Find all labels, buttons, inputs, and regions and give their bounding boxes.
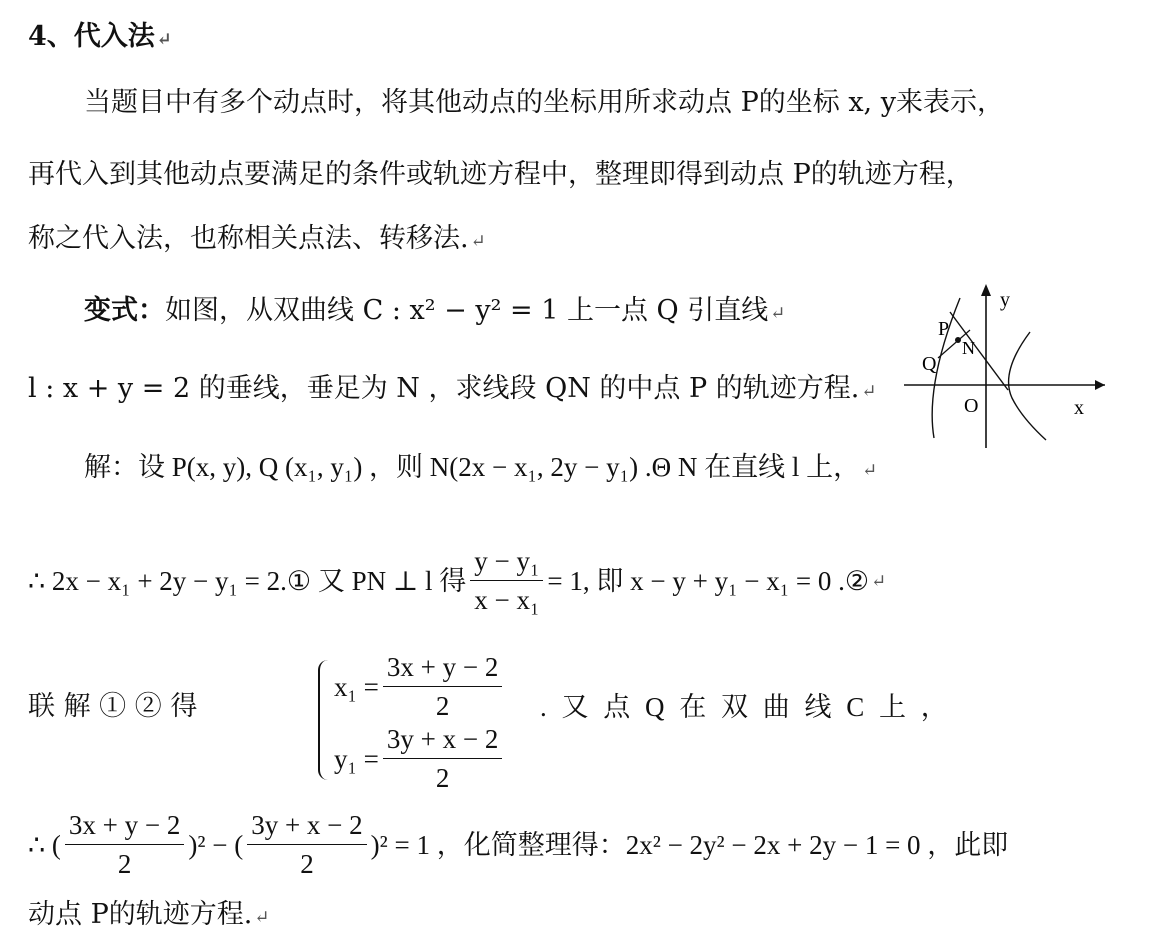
solution-line-1: 解：设 P(x, y), Q (x₁, y₁) ，则 N(2x − x₁, 2y − y₁) .Θ N 在直线 l 上， ↵ [84,452,878,482]
x-axis-arrow [1095,380,1105,390]
y-axis-label: y [1000,289,1010,311]
solution-line-2: ∴ 2x − x₁ + 2y − y₁ = 2.① 又 PN ⊥ l 得 $\frac{\text{y − y₁}}{\text{x − x₁}}$ = 1, 即 x − y + y₁ − x₁ = 0 .② ↵ [28,546,887,615]
x-axis-label: x [1074,397,1084,419]
hyperbola-figure [900,280,1110,450]
system-equation-1: x₁ = $\frac{3x + y - 2}{2}$ [334,650,506,723]
point-p [955,337,961,343]
system-tail: . 又 点 Q 在 双 曲 线 C 上 ， [540,692,948,722]
variant-label: 变式： [84,295,165,326]
origin-label: O [964,395,979,417]
solution-line-4: ∴ ( $\frac{3x + y - 2}{2}$ )² − ( $\frac{3y + x - 2}{2}$ )² = 1 ，化简整理得：2x² − 2y² − 2x + 2y − 1 = 0 ，此即 [28,810,1009,879]
solution-line-5: 动点 P的轨迹方程. ↵ [28,899,270,930]
point-q-label: Q [922,353,937,375]
system-brace [318,660,334,780]
line-l [950,312,1008,390]
point-n-label: N [962,338,975,358]
y-axis-arrow [981,284,991,296]
variant-line-2: l : x + y = 2 的垂线，垂足为 N ，求线段 QN 的中点 P 的轨迹方程. ↵ [28,373,877,404]
slope-fraction: $\frac{\text{y − y₁}}{\text{x − x₁}}$ [470,544,543,617]
variant-line-1: 变式：如图，从双曲线 C : x² − y² = 1 上一点 Q 引直线 ↵ [84,295,786,326]
system-intro: 联 解 ① ② 得 [28,691,198,722]
hyperbola-right-branch [1009,332,1046,440]
section-heading: 4、代入法 ↵ [28,21,172,52]
point-p-label: P [938,318,950,340]
paragraph-line-2: 再代入到其他动点要满足的条件或轨迹方程中，整理即得到动点 P的轨迹方程， [28,159,973,190]
paragraph-line-3: 称之代入法，也称相关点法、转移法. ↵ [28,223,486,254]
system-equation-2: y₁ = $\frac{3y + x - 2}{2}$ [334,722,506,795]
paragraph-line-1: 当题目中有多个动点时，将其他动点的坐标用所求动点 P的坐标 x, y来表示， [84,87,1004,118]
